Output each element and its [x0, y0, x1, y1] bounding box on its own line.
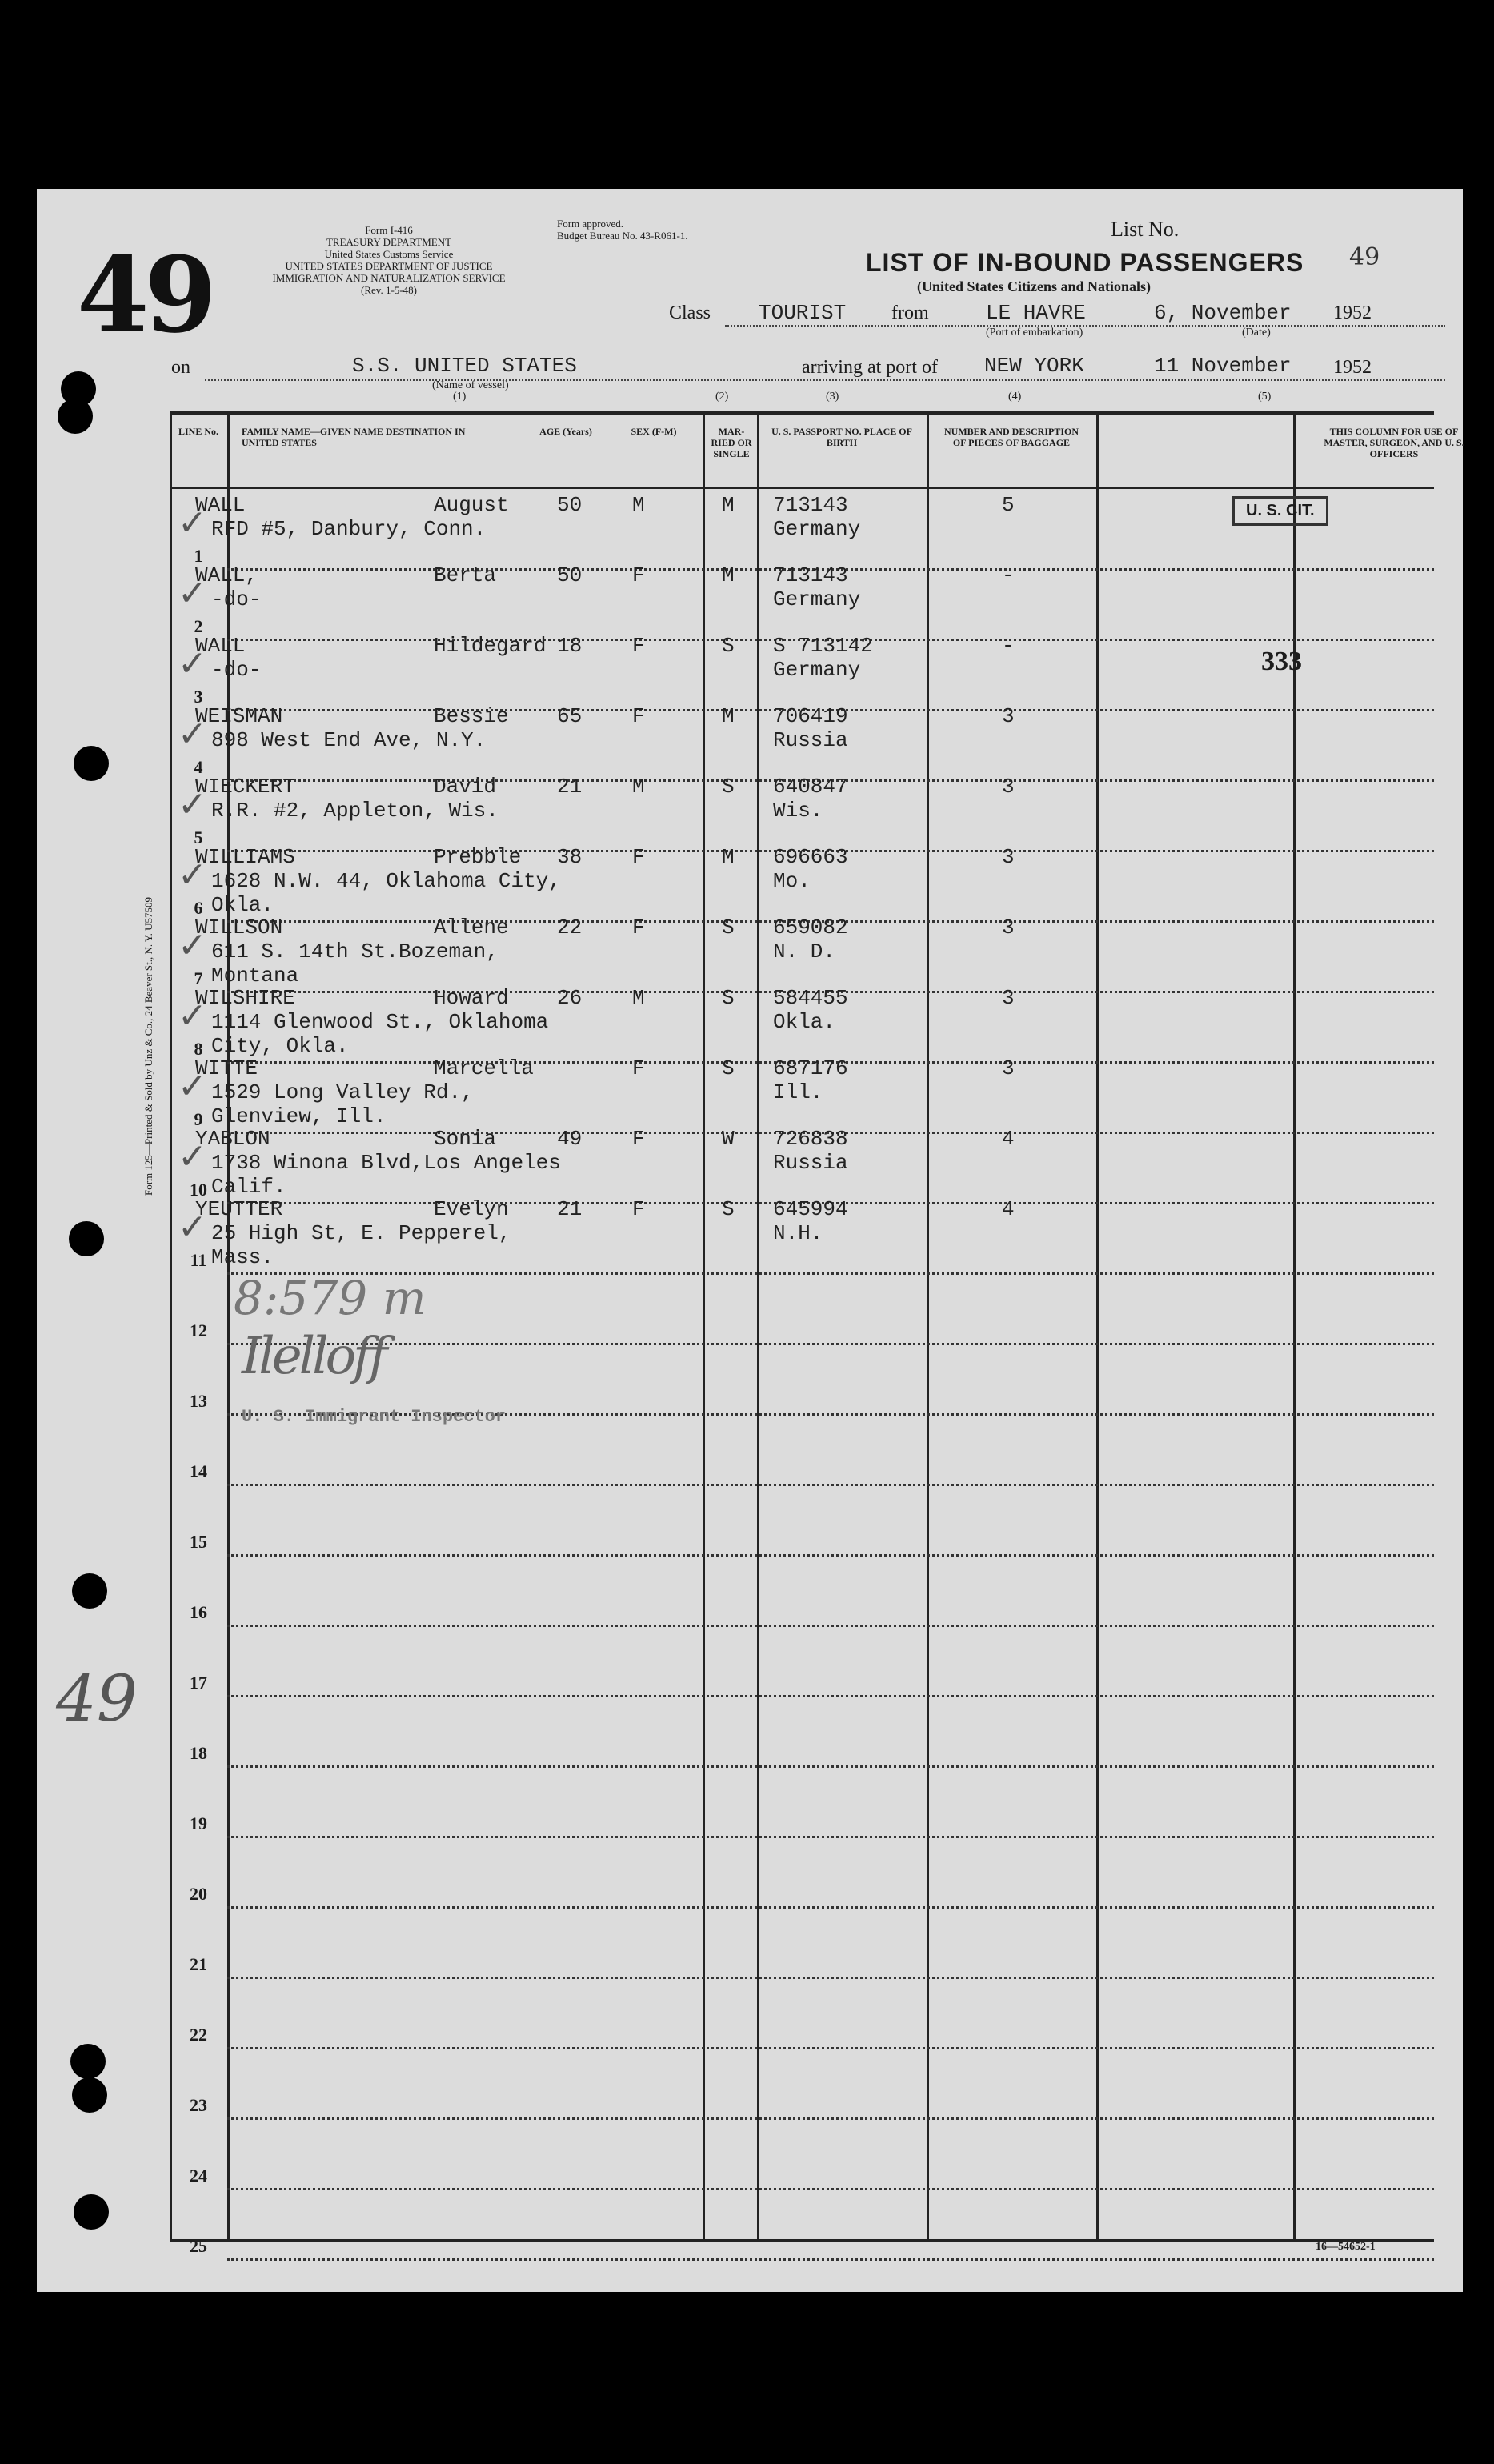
- line-number: 5: [194, 827, 203, 847]
- passport-number: 659082: [773, 915, 848, 940]
- marital-status: M: [722, 704, 735, 728]
- page-number-stamp: 49: [77, 234, 212, 356]
- passport-number: 713143: [773, 493, 848, 517]
- departure-date: 6, November: [1154, 301, 1292, 325]
- us-citizen-stamp: U. S. CIT.: [1232, 496, 1328, 526]
- line-number: 4: [194, 757, 203, 777]
- line-number: 17: [190, 1673, 207, 1693]
- class-value: TOURIST: [759, 301, 847, 325]
- surname: WEISMAN: [195, 704, 283, 728]
- check-mark-icon: ✓: [178, 573, 207, 614]
- sex: F: [632, 915, 645, 940]
- destination-line-2: Montana: [211, 964, 299, 988]
- budget-bureau: Budget Bureau No. 43-R061-1.: [557, 230, 688, 242]
- form-id: Form I-416: [365, 224, 413, 236]
- form-subtitle: (United States Citizens and Nationals): [917, 278, 1152, 294]
- line-number: 7: [194, 968, 203, 988]
- col-number-4: (4): [1008, 391, 1022, 403]
- line-number: 12: [190, 1320, 207, 1340]
- given-name: Marcella: [434, 1056, 534, 1080]
- col-officers: THIS COLUMN FOR USE OF MASTER, SURGEON, AND U. S. OFFICERS: [1324, 426, 1464, 459]
- destination-line-2: Glenview, Ill.: [211, 1104, 387, 1128]
- marital-status: S: [722, 1197, 735, 1221]
- line-number: 25: [190, 2236, 207, 2256]
- age: 50: [557, 563, 583, 587]
- place-of-birth: Germany: [773, 587, 861, 611]
- ins-name: IMMIGRATION AND NATURALIZATION SERVICE: [272, 272, 506, 284]
- check-mark-icon: ✓: [178, 503, 207, 543]
- line-number: 1: [194, 546, 203, 566]
- place-of-birth: N. D.: [773, 940, 836, 964]
- line-number: 14: [190, 1461, 207, 1481]
- sex: M: [632, 775, 645, 799]
- destination-line: 898 West End Ave, N.Y.: [211, 728, 487, 752]
- check-mark-icon: ✓: [178, 784, 207, 825]
- place-of-birth: Germany: [773, 517, 861, 541]
- given-name: Howard: [434, 986, 509, 1010]
- vessel-name: S.S. UNITED STATES: [352, 354, 577, 378]
- form-approved: Form approved.: [557, 218, 624, 230]
- baggage-count: 3: [1002, 845, 1015, 869]
- punch-hole: [74, 746, 109, 781]
- form-title: LIST OF IN-BOUND PASSENGERS: [866, 248, 1304, 277]
- sex: F: [632, 1056, 645, 1080]
- given-name: August: [434, 493, 509, 517]
- passport-number: 706419: [773, 704, 848, 728]
- col-number-2: (2): [715, 391, 729, 403]
- passport-number: 726838: [773, 1127, 848, 1151]
- destination-line: 1628 N.W. 44, Oklahoma City,: [211, 869, 561, 893]
- destination-line: -do-: [211, 587, 262, 611]
- surname: WALL,: [195, 563, 258, 587]
- given-name: Sonia: [434, 1127, 497, 1151]
- list-no-value: 49: [1349, 243, 1380, 271]
- form-footer-code: 16—54652-1: [1316, 2241, 1376, 2253]
- destination-line: 1114 Glenwood St., Oklahoma: [211, 1010, 549, 1034]
- marital-status: M: [722, 493, 735, 517]
- inspector-signature: Ilelloff: [242, 1327, 385, 1386]
- customs-service: United States Customs Service: [324, 248, 454, 260]
- passport-number: 640847: [773, 775, 848, 799]
- passport-number: 696663: [773, 845, 848, 869]
- destination-line: R.R. #2, Appleton, Wis.: [211, 799, 499, 823]
- baggage-count: -: [1002, 634, 1015, 658]
- destination-line: 611 S. 14th St.Bozeman,: [211, 940, 499, 964]
- destination-line-2: Mass.: [211, 1245, 274, 1269]
- check-mark-icon: ✓: [178, 643, 207, 684]
- given-name: Hildegard: [434, 634, 547, 658]
- line-number: 18: [190, 1743, 207, 1763]
- marital-status: S: [722, 1056, 735, 1080]
- destination-line: -do-: [211, 658, 262, 682]
- line-number: 15: [190, 1532, 207, 1552]
- line-number: 19: [190, 1813, 207, 1833]
- place-of-birth: Wis.: [773, 799, 823, 823]
- baggage-count: 4: [1002, 1197, 1015, 1221]
- col-line-no: LINE No.: [178, 426, 218, 437]
- baggage-count: 5: [1002, 493, 1015, 517]
- surname: WITTE: [195, 1056, 258, 1080]
- check-mark-icon: ✓: [178, 1136, 207, 1177]
- vessel-caption: (Name of vessel): [432, 379, 509, 391]
- col-number-1: (1): [453, 391, 467, 403]
- baggage-count: 3: [1002, 775, 1015, 799]
- age: 49: [557, 1127, 583, 1151]
- col-sex: SEX (F-M): [631, 426, 677, 437]
- passport-number: 687176: [773, 1056, 848, 1080]
- place-of-birth: Mo.: [773, 869, 811, 893]
- age: 65: [557, 704, 583, 728]
- col-passport: U. S. PASSPORT NO. PLACE OF BIRTH: [771, 426, 912, 448]
- sex: F: [632, 563, 645, 587]
- arrival-year: 1952: [1333, 357, 1372, 378]
- handwritten-time: 8:579 m: [234, 1271, 427, 1325]
- sex: F: [632, 634, 645, 658]
- passenger-count: 333: [1261, 647, 1302, 676]
- marital-status: M: [722, 845, 735, 869]
- on-label: on: [171, 357, 190, 378]
- sex: F: [632, 1127, 645, 1151]
- sex: M: [632, 986, 645, 1010]
- marital-status: W: [722, 1127, 735, 1151]
- passport-number: 584455: [773, 986, 848, 1010]
- departure-year: 1952: [1333, 302, 1372, 323]
- age: 50: [557, 493, 583, 517]
- from-label: from: [891, 302, 929, 323]
- baggage-count: 4: [1002, 1127, 1015, 1151]
- sex: M: [632, 493, 645, 517]
- surname: WIECKERT: [195, 775, 295, 799]
- line-number: 10: [190, 1180, 207, 1200]
- baggage-count: 3: [1002, 986, 1015, 1010]
- punch-hole: [58, 399, 93, 434]
- check-mark-icon: ✓: [178, 855, 207, 895]
- line-number: 3: [194, 687, 203, 707]
- surname: WALL: [195, 634, 246, 658]
- punch-hole: [72, 1573, 107, 1609]
- punch-hole: [69, 1221, 104, 1256]
- col-number-5: (5): [1258, 391, 1272, 403]
- surname: WILSHIRE: [195, 986, 295, 1010]
- destination-line: 1738 Winona Blvd,Los Angeles: [211, 1151, 561, 1175]
- passport-number: S 713142: [773, 634, 873, 658]
- destination-line-2: Calif.: [211, 1175, 286, 1199]
- check-mark-icon: ✓: [178, 1207, 207, 1248]
- check-mark-icon: ✓: [178, 996, 207, 1036]
- given-name: Prebble: [434, 845, 522, 869]
- line-number: 24: [190, 2166, 207, 2186]
- baggage-count: 3: [1002, 704, 1015, 728]
- justice-dept: UNITED STATES DEPARTMENT OF JUSTICE: [285, 260, 493, 272]
- col-name-destination: FAMILY NAME—GIVEN NAME DESTINATION IN UNITED STATES: [242, 426, 466, 448]
- port-embark-caption: (Port of embarkation): [986, 327, 1083, 339]
- line-number: 13: [190, 1391, 207, 1411]
- line-number: 16: [190, 1602, 207, 1622]
- surname: WALL: [195, 493, 246, 517]
- punch-hole: [74, 2194, 109, 2230]
- arriving-label: arriving at port of: [802, 357, 938, 378]
- class-label: Class: [669, 302, 711, 323]
- line-number: 2: [194, 616, 203, 636]
- baggage-count: -: [1002, 563, 1015, 587]
- place-of-birth: N.H.: [773, 1221, 823, 1245]
- marital-status: M: [722, 563, 735, 587]
- given-name: Evelyn: [434, 1197, 509, 1221]
- sex: F: [632, 845, 645, 869]
- punch-hole: [70, 2044, 106, 2079]
- line-number: 11: [190, 1250, 207, 1270]
- line-number: 6: [194, 898, 203, 918]
- baggage-count: 3: [1002, 915, 1015, 940]
- check-mark-icon: ✓: [178, 1066, 207, 1107]
- marital-status: S: [722, 986, 735, 1010]
- punch-hole: [72, 2077, 107, 2113]
- destination-line-2: City, Okla.: [211, 1034, 349, 1058]
- age: 22: [557, 915, 583, 940]
- passport-number: 645994: [773, 1197, 848, 1221]
- place-of-birth: Russia: [773, 728, 848, 752]
- destination-line-2: Okla.: [211, 893, 274, 917]
- sex: F: [632, 1197, 645, 1221]
- given-name: Berta: [434, 563, 497, 587]
- line-number: 21: [190, 1954, 207, 1974]
- inspector-label: U. S. Immigrant Inspector: [242, 1407, 507, 1427]
- age: 21: [557, 1197, 583, 1221]
- col-number-3: (3): [826, 391, 839, 403]
- given-name: Allene: [434, 915, 509, 940]
- age: 18: [557, 634, 583, 658]
- surname: YEUTTER: [195, 1197, 283, 1221]
- budget-approval: [557, 218, 765, 242]
- date-caption: (Date): [1242, 327, 1271, 339]
- destination-line: 25 High St, E. Pepperel,: [211, 1221, 511, 1245]
- destination-line: RFD #5, Danbury, Conn.: [211, 517, 487, 541]
- col-married: MAR-RIED OR SINGLE: [711, 426, 752, 459]
- surname: WILLIAMS: [195, 845, 295, 869]
- given-name: Bessie: [434, 704, 509, 728]
- given-name: David: [434, 775, 497, 799]
- port-of-embarkation: LE HAVRE: [986, 301, 1086, 325]
- age: 38: [557, 845, 583, 869]
- marital-status: S: [722, 915, 735, 940]
- check-mark-icon: ✓: [178, 925, 207, 966]
- line-number: 20: [190, 1884, 207, 1904]
- arrival-date: 11 November: [1154, 354, 1292, 378]
- destination-line: 1529 Long Valley Rd.,: [211, 1080, 474, 1104]
- col-baggage: NUMBER AND DESCRIPTION OF PIECES OF BAGGAGE: [943, 426, 1079, 448]
- col-age: AGE (Years): [539, 426, 592, 437]
- form-header-block: [229, 224, 549, 296]
- list-no-label: List No.: [1111, 218, 1180, 241]
- age: 21: [557, 775, 583, 799]
- place-of-birth: Ill.: [773, 1080, 823, 1104]
- place-of-birth: Germany: [773, 658, 861, 682]
- side-printer-mark: Form 125—Printed & Sold by Unz & Co., 24 Beaver St., N. Y. U57509: [142, 896, 154, 1196]
- sex: F: [632, 704, 645, 728]
- check-mark-icon: ✓: [178, 714, 207, 755]
- manifest-sheet: [37, 189, 1463, 2292]
- place-of-birth: Okla.: [773, 1010, 836, 1034]
- line-number: 23: [190, 2095, 207, 2115]
- line-number: 8: [194, 1039, 203, 1059]
- age: 26: [557, 986, 583, 1010]
- form-revision: (Rev. 1-5-48): [361, 284, 417, 296]
- line-number: 9: [194, 1109, 203, 1129]
- surname: WILLSON: [195, 915, 283, 940]
- passport-number: 713143: [773, 563, 848, 587]
- marital-status: S: [722, 775, 735, 799]
- place-of-birth: Russia: [773, 1151, 848, 1175]
- treasury-dept: TREASURY DEPARTMENT: [326, 236, 452, 248]
- surname: YABLON: [195, 1127, 270, 1151]
- baggage-count: 3: [1002, 1056, 1015, 1080]
- margin-handwritten-number: 49: [56, 1661, 138, 1736]
- arrival-port: NEW YORK: [984, 354, 1084, 378]
- line-number: 22: [190, 2025, 207, 2045]
- marital-status: S: [722, 634, 735, 658]
